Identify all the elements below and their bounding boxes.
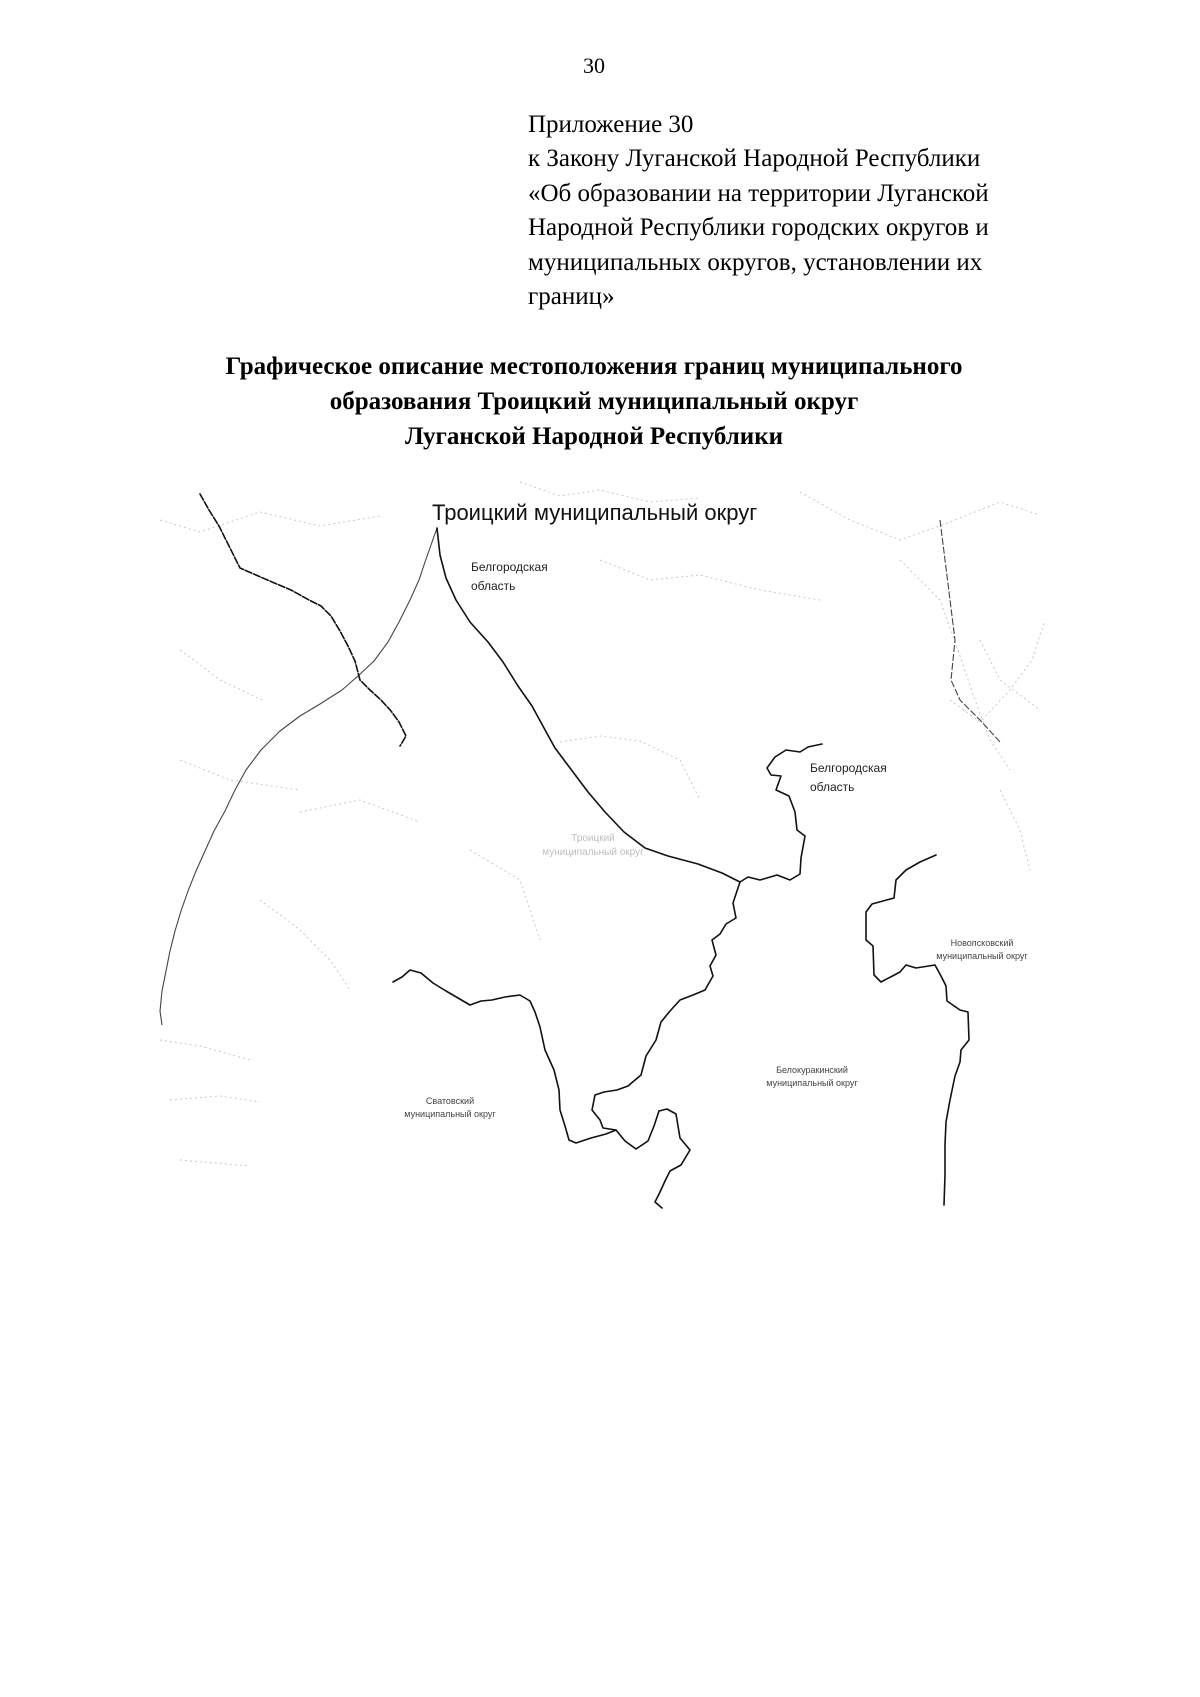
label-novopskov: муниципальный округ [936, 951, 1028, 961]
label-troitsky-center: муниципальный округ [542, 847, 644, 858]
east-road [940, 520, 1000, 742]
label-novopskov: Новопсковский [950, 938, 1014, 948]
title-line: Графическое описание местоположения границ муниципального [225, 353, 963, 380]
background-road [600, 560, 820, 600]
title-line: образования Троицкий муниципальный округ [329, 388, 859, 415]
background-road [180, 650, 262, 700]
appendix-line: муниципальных округов, установлении их [528, 248, 983, 276]
boundary-troitsky-south [393, 970, 659, 1149]
appendix-line: Приложение 30 [528, 111, 694, 138]
boundary-west [200, 494, 406, 746]
background-road [800, 492, 1040, 540]
page-number: 30 [583, 53, 605, 78]
background-road [1000, 790, 1030, 870]
map-title: Троицкий муниципальный округ [432, 500, 758, 525]
background-road [560, 736, 700, 800]
background-road [170, 1096, 260, 1102]
label-svatovo: Сватовский [425, 1096, 475, 1106]
background-road [300, 800, 420, 822]
boundary-novopskov [866, 855, 969, 1205]
label-svatovo: муниципальный округ [404, 1109, 496, 1119]
background-road [160, 1040, 250, 1060]
background-road [260, 900, 350, 990]
appendix-line: «Об образовании на территории Луганской [528, 179, 989, 207]
title-line: Луганской Народной Республики [404, 423, 784, 450]
appendix-header [528, 108, 989, 314]
main-road [160, 528, 437, 1025]
label-belgorod-east: Белгородская [810, 761, 887, 775]
boundary-troitsky-east [592, 882, 740, 1130]
boundary-belokurakino-west [655, 1109, 690, 1208]
background-road [180, 760, 300, 790]
background-road [160, 512, 380, 532]
background-road [980, 640, 1040, 710]
appendix-line: Народной Республики городских округов и [528, 214, 989, 242]
appendix-line: к Закону Луганской Народной Республики [528, 145, 981, 173]
appendix-line: границ» [528, 283, 615, 311]
document-title [0, 349, 1188, 454]
background-road [180, 1160, 250, 1166]
background-road [470, 850, 540, 940]
label-belokurakino: муниципальный округ [766, 1078, 858, 1088]
background-road [900, 560, 1010, 770]
label-troitsky-center: Троицкий [571, 833, 615, 844]
background-road [520, 482, 700, 502]
boundary-map [140, 470, 1060, 1230]
label-belgorod-north: Белгородская [471, 560, 548, 574]
label-belgorod-east: область [810, 780, 855, 794]
background-features [160, 482, 1045, 1166]
background-road [950, 620, 1045, 722]
label-belgorod-north: область [471, 579, 516, 593]
label-belokurakino: Белокуракинский [776, 1065, 848, 1075]
